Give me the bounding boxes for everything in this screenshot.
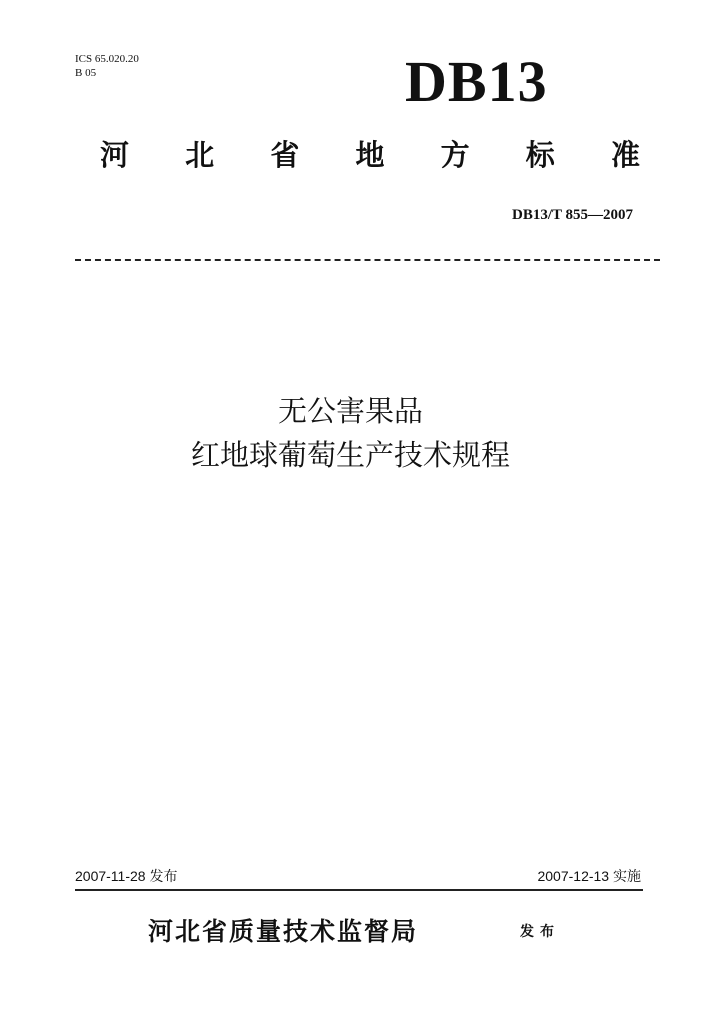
standard-type-char: 地 — [355, 138, 385, 172]
issue-label: 发布 — [520, 924, 560, 940]
standard-type-char: 河 — [100, 138, 130, 172]
implement-date: 2007-12-13 实施 — [537, 868, 641, 884]
standard-type-char: 标 — [525, 138, 555, 172]
ics-code: ICS 65.020.20 — [75, 53, 139, 65]
standard-type-char: 准 — [610, 138, 640, 172]
standard-type-char: 省 — [270, 138, 300, 172]
issuing-authority: 河北省质量技术监督局 — [148, 917, 419, 946]
document-title-line2: 红地球葡萄生产技术规程 — [190, 438, 510, 472]
category-code: B 05 — [75, 67, 97, 79]
footer-divider — [75, 889, 643, 891]
standard-number: DB13/T 855—2007 — [512, 207, 633, 223]
standard-type-title — [100, 135, 640, 175]
publish-date: 2007-11-28 发布 — [75, 868, 178, 884]
document-title-line1: 无公害果品 — [277, 394, 423, 428]
header-divider — [75, 259, 660, 261]
standard-type-char: 北 — [185, 138, 215, 172]
standard-type-char: 方 — [440, 138, 470, 172]
classification-codes — [75, 52, 139, 80]
standard-mark: DB13 — [405, 49, 548, 114]
